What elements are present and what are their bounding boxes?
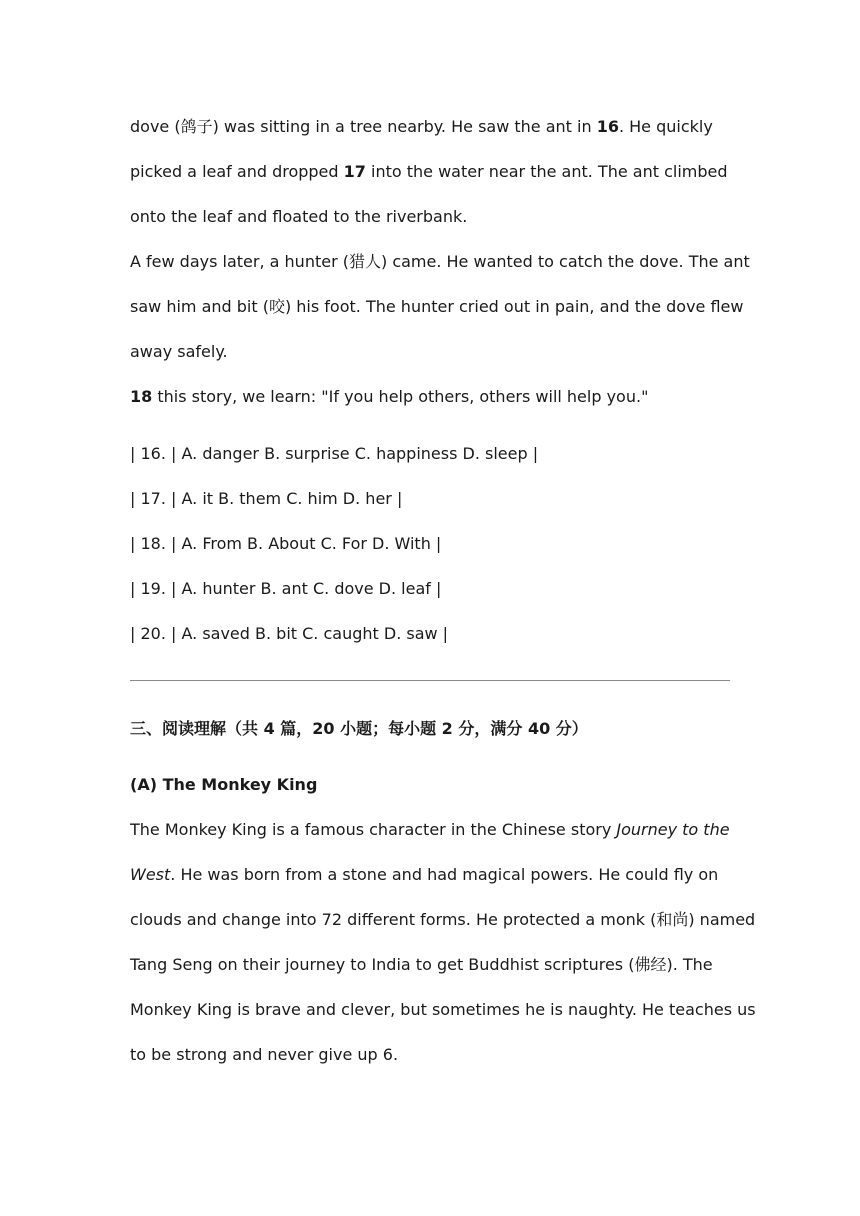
- text-run: Monkey King is brave and clever, but sometimes he is naughty. He teaches us: [130, 1000, 756, 1019]
- passage-line: [130, 864, 718, 886]
- blank-number: 16: [596, 117, 619, 136]
- passage-line: [130, 161, 728, 183]
- passage-line: [130, 819, 730, 841]
- text-run: picked a leaf and dropped: [130, 162, 344, 181]
- option-row: | 17. | A. it B. them C. him D. her |: [130, 489, 403, 508]
- passage-line: [130, 954, 713, 976]
- text-run: A few days later, a hunter (猎人) came. He wanted to catch the dove. The ant: [130, 252, 750, 271]
- text-run: Journey to the: [616, 820, 730, 839]
- passage-line: [130, 909, 755, 931]
- passage-line: [130, 341, 228, 363]
- text-run: dove (鸽子) was sitting in a tree nearby. He saw the ant in: [130, 117, 597, 136]
- passage-title: (A) The Monkey King: [130, 775, 318, 794]
- text-run: to be strong and never give up 6.: [130, 1045, 399, 1064]
- text-run: The Monkey King is a famous character in the Chinese story: [130, 820, 617, 839]
- blank-number: 18: [130, 387, 153, 406]
- text-run: Tang Seng on their journey to India to get Buddhist scriptures (佛经). The: [130, 955, 713, 974]
- text-run: onto the leaf and floated to the riverbank.: [130, 207, 468, 226]
- blank-number: 17: [343, 162, 366, 181]
- horizontal-divider: [130, 680, 730, 681]
- passage-line: [130, 296, 743, 318]
- text-run: away safely.: [130, 342, 228, 361]
- text-run: saw him and bit (咬) his foot. The hunter cried out in pain, and the dove flew: [130, 297, 744, 316]
- passage-line: [130, 116, 713, 138]
- text-run: clouds and change into 72 different forms. He protected a monk (和尚) named: [130, 910, 756, 929]
- text-run: into the water near the ant. The ant climbed: [365, 162, 728, 181]
- section-heading: 三、阅读理解（共 4 篇，20 小题；每小题 2 分，满分 40 分）: [130, 719, 588, 738]
- passage-line: [130, 206, 467, 228]
- option-row: | 16. | A. danger B. surprise C. happiness D. sleep |: [130, 444, 539, 463]
- text-run: this story, we learn: "If you help others, others will help you.": [152, 387, 649, 406]
- text-run: . He was born from a stone and had magical powers. He could fly on: [170, 865, 719, 884]
- option-row: | 20. | A. saved B. bit C. caught D. saw |: [130, 624, 449, 643]
- text-run: West: [130, 865, 171, 884]
- text-run: . He quickly: [618, 117, 713, 136]
- passage-line: [130, 1044, 398, 1066]
- passage-line: [130, 386, 648, 408]
- passage-line: [130, 251, 750, 273]
- option-row: | 19. | A. hunter B. ant C. dove D. leaf |: [130, 579, 442, 598]
- passage-line: [130, 999, 756, 1021]
- option-row: | 18. | A. From B. About C. For D. With |: [130, 534, 442, 553]
